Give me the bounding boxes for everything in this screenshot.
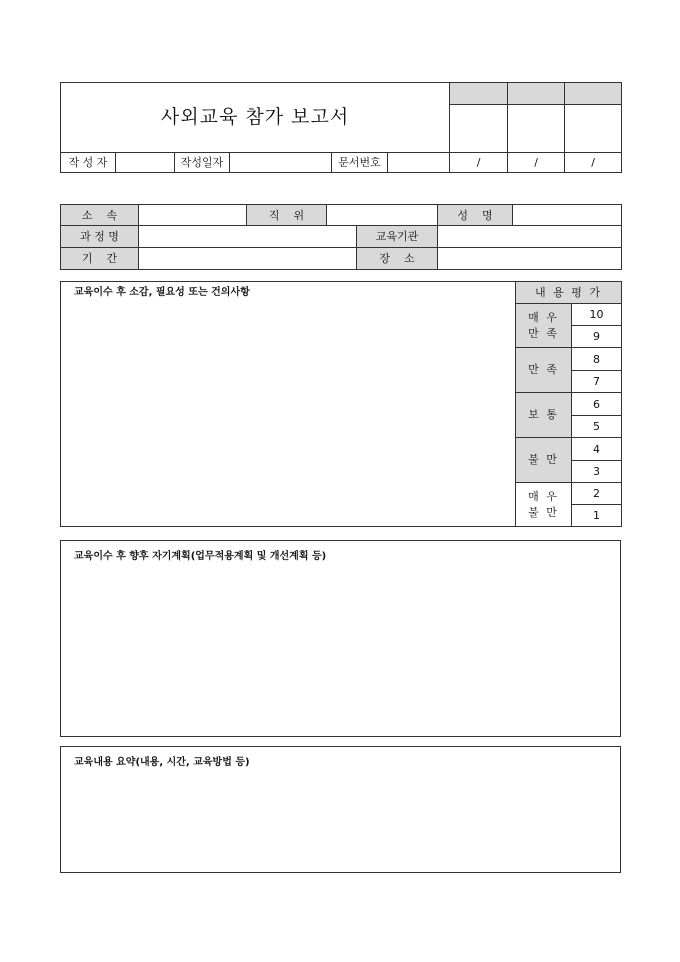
rating-neutral-label: 보 통 — [516, 393, 572, 438]
plan-title: 교육이수 후 향후 자기계획(업무적용계획 및 개선계획 등) — [74, 551, 327, 562]
header-table — [60, 82, 622, 173]
institution-field[interactable] — [438, 226, 622, 248]
feedback-table — [60, 281, 622, 527]
course-label: 과 정 명 — [61, 226, 139, 248]
feedback-area[interactable] — [61, 282, 516, 527]
period-field[interactable] — [139, 248, 357, 270]
info-table — [60, 204, 622, 270]
position-field[interactable] — [327, 205, 438, 226]
rating-satisfied-label: 만 족 — [516, 348, 572, 393]
feedback-title: 교육이수 후 소감, 필요성 또는 건의사항 — [74, 287, 250, 298]
summary-title: 교육내용 요약(내용, 시간, 교육방법 등) — [74, 757, 250, 768]
score-10[interactable]: 10 — [572, 304, 622, 326]
approval-date-2[interactable]: / — [508, 153, 565, 173]
approval-date-3[interactable]: / — [565, 153, 622, 173]
doc-no-field[interactable] — [388, 153, 450, 173]
name-label: 성 명 — [438, 205, 513, 226]
place-label: 장 소 — [357, 248, 438, 270]
approval-header-3 — [565, 83, 622, 105]
score-3[interactable]: 3 — [572, 461, 622, 483]
doc-no-label: 문서번호 — [332, 153, 388, 173]
date-field[interactable] — [230, 153, 332, 173]
author-field[interactable] — [116, 153, 175, 173]
approval-sign-1[interactable] — [450, 105, 508, 153]
author-label: 작 성 자 — [61, 153, 116, 173]
rating-header: 내 용 평 가 — [516, 282, 622, 304]
affiliation-label: 소 속 — [61, 205, 139, 226]
score-5[interactable]: 5 — [572, 416, 622, 438]
score-1[interactable]: 1 — [572, 505, 622, 527]
position-label: 직 위 — [247, 205, 327, 226]
name-field[interactable] — [513, 205, 622, 226]
summary-area[interactable] — [60, 746, 621, 873]
date-label: 작성일자 — [175, 153, 230, 173]
place-field[interactable] — [438, 248, 622, 270]
score-4[interactable]: 4 — [572, 438, 622, 461]
score-6[interactable]: 6 — [572, 393, 622, 416]
plan-area[interactable] — [60, 540, 621, 737]
course-field[interactable] — [139, 226, 357, 248]
approval-date-1[interactable]: / — [450, 153, 508, 173]
score-9[interactable]: 9 — [572, 326, 622, 348]
affiliation-field[interactable] — [139, 205, 247, 226]
score-8[interactable]: 8 — [572, 348, 622, 371]
period-label: 기 간 — [61, 248, 139, 270]
report-title: 사외교육 참가 보고서 — [61, 83, 450, 153]
approval-sign-3[interactable] — [565, 105, 622, 153]
approval-sign-2[interactable] — [508, 105, 565, 153]
rating-very-satisfied-label: 매 우 만 족 — [516, 304, 572, 348]
approval-header-1 — [450, 83, 508, 105]
approval-header-2 — [508, 83, 565, 105]
institution-label: 교육기관 — [357, 226, 438, 248]
score-7[interactable]: 7 — [572, 371, 622, 393]
rating-very-dissatisfied-label: 매 우 불 만 — [516, 483, 572, 527]
score-2[interactable]: 2 — [572, 483, 622, 505]
rating-dissatisfied-label: 불 만 — [516, 438, 572, 483]
